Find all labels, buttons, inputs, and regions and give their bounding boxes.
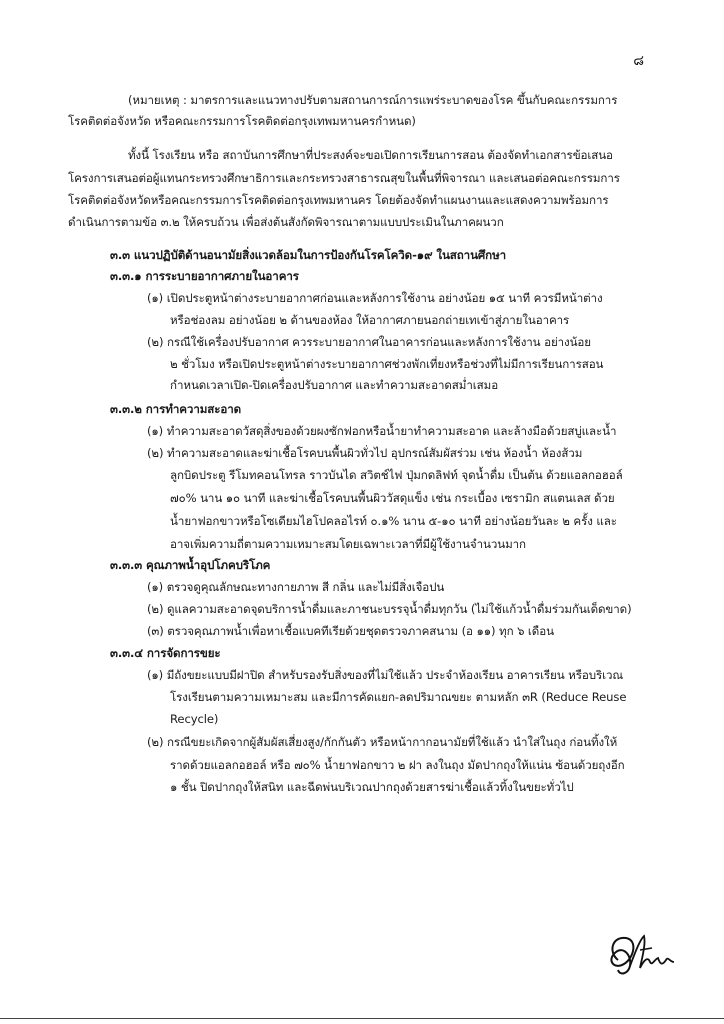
list-item-continuation: โรงเรียนตามความเหมาะสม และมีการคัดแยก-ลดปริมาณขยะ ตามหลัก ๓R (Reduce Reuse — [170, 690, 627, 704]
handwritten-signature — [604, 930, 682, 980]
list-item-continuation: หรือช่องลม อย่างน้อย ๒ ด้านของห้อง ให้อากาศภายนอกถ่ายเทเข้าสู่ภายในอาคาร — [170, 313, 570, 327]
list-item: (๒) กรณีใช้เครื่องปรับอากาศ ควรระบายอากาศในอาคารก่อนและหลังการใช้งาน อย่างน้อย — [147, 335, 591, 349]
subsection-heading: ๓.๓.๓ คุณภาพน้ำอุปโภคบริโภค — [110, 558, 271, 572]
list-item-continuation: กำหนดเวลาเปิด-ปิดเครื่องปรับอากาศ และทำความสะอาดสม่ำเสมอ — [170, 378, 499, 392]
list-item-continuation: ๗๐% นาน ๑๐ นาที และฆ่าเชื้อโรคบนพื้นผิววัสดุแข็ง เช่น กระเบื้อง เซรามิก สแตนเลส ด้วย — [170, 491, 615, 505]
list-item: (๒) ดูแลความสะอาดจุดบริการน้ำดื่มและภาชนะบรรจุน้ำดื่มทุกวัน (ไม่ใช้แก้วน้ำดื่มร่วมกันเด็ดขาด) — [147, 602, 632, 616]
list-item-continuation: อาจเพิ่มความถี่ตามความเหมาะสมโดยเฉพาะเวลาที่มีผู้ใช้งานจำนวนมาก — [170, 537, 526, 551]
subsection-heading: ๓.๓.๒ การทำความสะอาด — [110, 402, 242, 416]
list-item: (๒) ทำความสะอาดและฆ่าเชื้อโรคบนพื้นผิวทั่วไป อุปกรณ์สัมผัสร่วม เช่น ห้องน้ำ ห้องส้วม — [147, 446, 583, 460]
list-item-continuation: ราดด้วยแอลกอฮอล์ หรือ ๗๐% น้ำยาฟอกขาว ๒ ฝา ลงในถุง มัดปากถุงให้แน่น ซ้อนด้วยถุงอีก — [170, 758, 625, 772]
page-bottom-rule — [0, 1018, 724, 1019]
list-item-continuation: ลูกบิดประตู รีโมทคอนโทรล ราวบันได สวิตช์ไฟ ปุ่มกดลิฟท์ จุดน้ำดื่ม เป็นต้น ด้วยแอลกอฮอล์ — [170, 468, 623, 482]
list-item: (๑) เปิดประตูหน้าต่างระบายอากาศก่อนและหลังการใช้งาน อย่างน้อย ๑๕ นาที ควรมีหน้าต่าง — [147, 291, 603, 305]
list-item-continuation: ๑ ชั้น ปิดปากถุงให้สนิท และฉีดพ่นบริเวณปากถุงด้วยสารฆ่าเชื้อแล้วทิ้งในขยะทั่วไป — [170, 780, 574, 794]
subsection-heading: ๓.๓.๔ การจัดการขยะ — [110, 646, 221, 660]
list-item: (๑) ทำความสะอาดวัสดุสิ่งของด้วยผงซักฟอกหรือน้ำยาทำความสะอาด และล้างมือด้วยสบู่และน้ำ — [147, 424, 617, 438]
intro-line: ดำเนินการตามข้อ ๓.๒ ให้ครบถ้วน เพื่อส่งต้นสังกัดพิจารณาตามแบบประเมินในภาคผนวก — [68, 215, 504, 229]
intro-line: ทั้งนี้ โรงเรียน หรือ สถาบันการศึกษาที่ประสงค์จะขอเปิดการเรียนการสอน ต้องจัดทำเอกสารข้อเสนอ — [128, 148, 613, 162]
page-number: ๘ — [633, 53, 644, 69]
list-item: (๑) มีถังขยะแบบมีฝาปิด สำหรับรองรับสิ่งของที่ไม่ใช้แล้ว ประจำห้องเรียน อาคารเรียน หรือบริเวณ — [147, 668, 624, 682]
section-heading: ๓.๓ แนวปฏิบัติด้านอนามัยสิ่งแวดล้อมในการป้องกันโรคโควิด-๑๙ ในสถานศึกษา — [110, 248, 507, 262]
intro-line: โรคติดต่อจังหวัดหรือคณะกรรมการโรคติดต่อกรุงเทพมหานคร โดยต้องจัดทำแผนงานและแสดงความพร้อมการ — [68, 193, 609, 207]
subsection-heading: ๓.๓.๑ การระบายอากาศภายในอาคาร — [110, 269, 299, 283]
list-item-continuation: น้ำยาฟอกขาวหรือโซเดียมไฮโปคลอไรท์ ๐.๑% นาน ๕-๑๐ นาที อย่างน้อยวันละ ๒ ครั้ง และ — [170, 514, 617, 528]
note-line: (หมายเหตุ : มาตรการและแนวทางปรับตามสถานการณ์การแพร่ระบาดของโรค ขึ้นกับคณะกรรมการ — [128, 93, 618, 107]
list-item-continuation: ๒ ชั่วโมง หรือเปิดประตูหน้าต่างระบายอากาศช่วงพักเที่ยงหรือช่วงที่ไม่มีการเรียนการสอน — [170, 357, 604, 371]
list-item-continuation: Recycle) — [170, 712, 219, 726]
list-item: (๓) ตรวจคุณภาพน้ำเพื่อหาเชื้อแบคทีเรียด้วยชุดตรวจภาคสนาม (อ ๑๑) ทุก ๖ เดือน — [147, 624, 554, 638]
list-item: (๑) ตรวจดูคุณลักษณะทางกายภาพ สี กลิ่น และไม่มีสิ่งเจือปน — [147, 580, 445, 594]
intro-line: โครงการเสนอต่อผู้แทนกระทรวงศึกษาธิการและกระทรวงสาธารณสุขในพื้นที่พิจารณา และเสนอต่อคณะกรรมการ — [68, 171, 620, 185]
list-item: (๒) กรณีขยะเกิดจากผู้สัมผัสเสี่ยงสูง/กักกันตัว หรือหน้ากากอนามัยที่ใช้แล้ว นำใส่ในถุง ก่อนทิ้งให้ — [147, 735, 618, 749]
note-line: โรคติดต่อจังหวัด หรือคณะกรรมการโรคติดต่อกรุงเทพมหานครกำหนด) — [68, 114, 416, 128]
